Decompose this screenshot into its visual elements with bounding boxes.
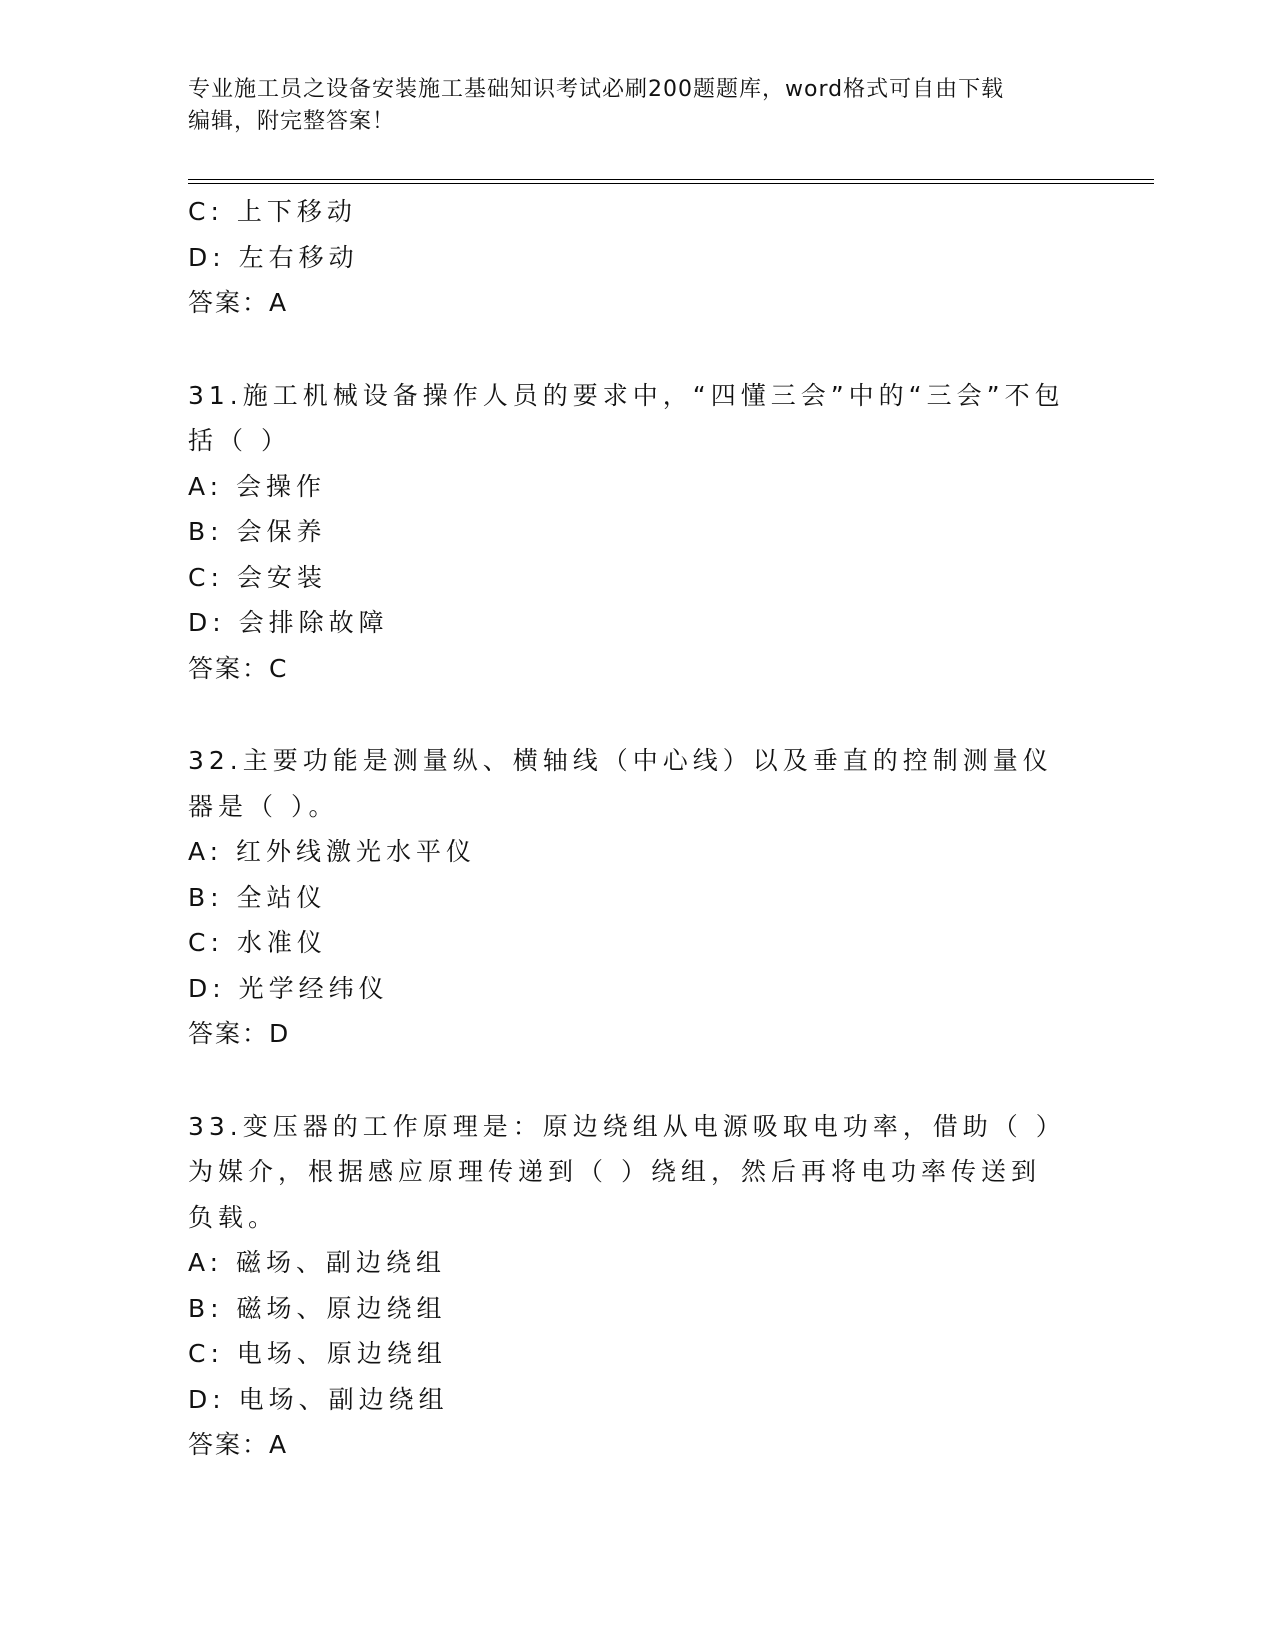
question-text: 33.变压器的工作原理是：原边绕组从电源吸取电功率，借助（ ）为媒介，根据感应原理传递到（ ）绕组，然后再将电功率传送到负载。 xyxy=(188,1111,1066,1232)
answer-line: 答案：A xyxy=(188,1430,289,1459)
option-d: D: 电场、副边绕组 xyxy=(188,1384,449,1414)
option-a: A: 红外线激光水平仪 xyxy=(188,837,477,866)
question-text: 32.主要功能是测量纵、横轴线（中心线）以及垂直的控制测量仪器是（ ）。 xyxy=(188,746,1053,821)
document-header xyxy=(188,74,1088,138)
question-33 xyxy=(188,1104,1088,1468)
option-a: A: 会操作 xyxy=(188,471,327,501)
option-a: A: 磁场、副边绕组 xyxy=(188,1248,447,1277)
option-d: D: 光学经纬仪 xyxy=(188,973,389,1003)
previous-question-tail xyxy=(188,189,1088,326)
option-c: C: 上下移动 xyxy=(188,197,357,226)
header-title-line-1: 专业施工员之设备安装施工基础知识考试必刷200题题库，word格式可自由下载 xyxy=(188,77,1005,102)
question-32 xyxy=(188,738,1088,1057)
option-b: B: 会保养 xyxy=(188,517,327,546)
option-d: D: 会排除故障 xyxy=(188,608,389,637)
spacer xyxy=(188,1057,1088,1104)
spacer xyxy=(188,691,1088,738)
question-31 xyxy=(188,373,1088,692)
option-c: C: 会安装 xyxy=(188,562,327,592)
header-double-rule xyxy=(188,179,1154,184)
answer-line: 答案：A xyxy=(188,288,289,317)
option-b: B: 全站仪 xyxy=(188,882,327,912)
question-text: 31.施工机械设备操作人员的要求中，“四懂三会”中的“三会”不包括（ ） xyxy=(188,380,1065,455)
spacer xyxy=(188,326,1088,373)
option-c: C: 水准仪 xyxy=(188,928,327,957)
option-b: B: 磁场、原边绕组 xyxy=(188,1293,447,1323)
answer-line: 答案：D xyxy=(188,1019,291,1048)
answer-line: 答案：C xyxy=(188,653,289,683)
option-c: C: 电场、原边绕组 xyxy=(188,1339,447,1368)
header-title-line-2: 编辑，附完整答案！ xyxy=(188,109,396,134)
questions-content xyxy=(188,189,1088,1468)
option-d: D: 左右移动 xyxy=(188,242,359,272)
